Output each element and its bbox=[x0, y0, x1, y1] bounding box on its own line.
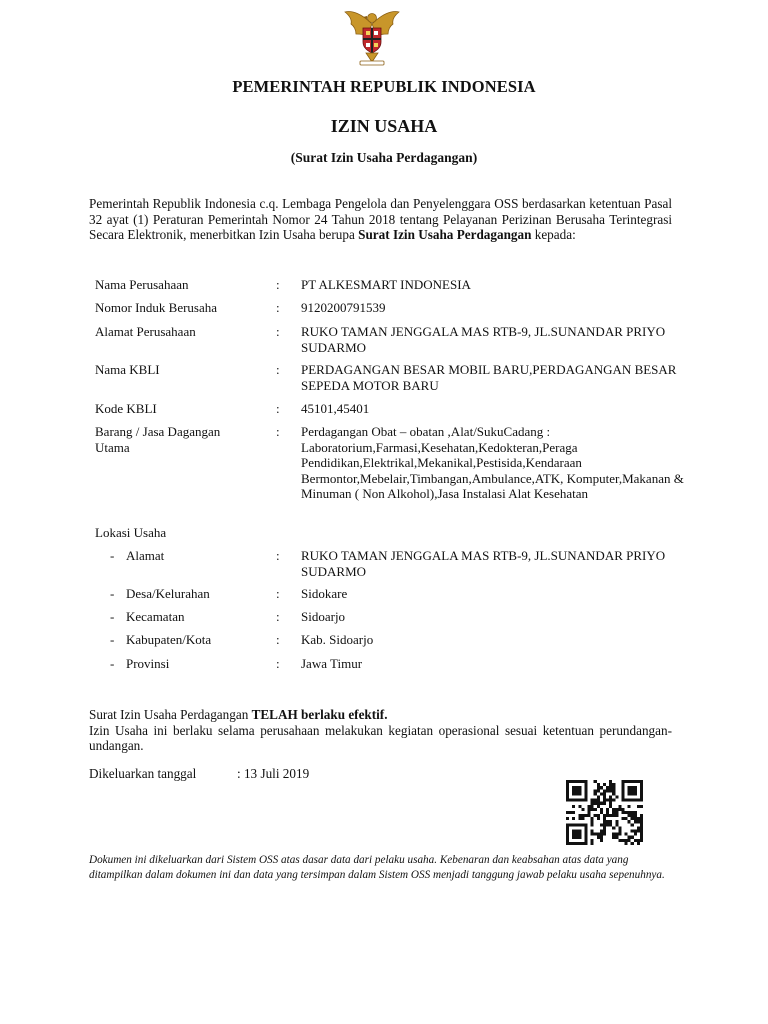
field-label: Nama KBLI bbox=[95, 362, 160, 377]
location-value: Jawa Timur bbox=[301, 656, 363, 671]
field-label: Nama Perusahaan bbox=[95, 277, 189, 292]
field-label: Kode KBLI bbox=[95, 401, 157, 416]
field-label: Alamat Perusahaan bbox=[95, 324, 196, 339]
location-label: - Kecamatan bbox=[110, 609, 185, 624]
field-separator: : bbox=[276, 362, 280, 377]
field-separator: : bbox=[276, 424, 280, 439]
document-subtitle: (Surat Izin Usaha Perdagangan) bbox=[290, 150, 478, 165]
field-value: PT ALKESMART INDONESIA bbox=[301, 277, 471, 292]
issue-date-label: Dikeluarkan tanggal bbox=[89, 766, 197, 781]
issue-date-value: : 13 Juli 2019 bbox=[237, 766, 310, 781]
field-separator: : bbox=[276, 609, 280, 624]
government-heading: PEMERINTAH REPUBLIK INDONESIA bbox=[232, 77, 536, 96]
field-separator: : bbox=[276, 548, 280, 563]
business-location-heading: Lokasi Usaha bbox=[95, 525, 167, 540]
field-value: RUKO TAMAN JENGGALA MAS RTB-9, JL.SUNANDAR PRIYO SUDARMO bbox=[301, 324, 666, 355]
location-label: - Desa/Kelurahan bbox=[110, 586, 210, 601]
field-separator: : bbox=[276, 324, 280, 339]
field-separator: : bbox=[276, 401, 280, 416]
garuda-emblem-icon bbox=[340, 4, 404, 68]
location-value: Kab. Sidoarjo bbox=[301, 632, 374, 647]
location-value: Sidokare bbox=[301, 586, 348, 601]
field-separator: : bbox=[276, 277, 280, 292]
field-value: 45101,45401 bbox=[301, 401, 370, 416]
location-label: - Kabupaten/Kota bbox=[110, 632, 212, 647]
field-separator: : bbox=[276, 632, 280, 647]
field-label: Nomor Induk Berusaha bbox=[95, 300, 218, 315]
field-separator: : bbox=[276, 586, 280, 601]
location-label: - Alamat bbox=[110, 548, 165, 563]
field-value: 9120200791539 bbox=[301, 300, 386, 315]
disclaimer-text: Dokumen ini dikeluarkan dari Sistem OSS atas dasar data dari pelaku usaha. Kebenaran dan keabsahan atas data yang ditampilkan dalam dokumen ini dan data yang tersimpan dalam Sistem OSS menjadi tanggung jawab pelaku usaha sepenuhnya. bbox=[89, 854, 665, 881]
field-separator: : bbox=[276, 656, 280, 671]
effective-status: TELAH berlaku efektif. bbox=[251, 707, 388, 722]
location-value: RUKO TAMAN JENGGALA MAS RTB-9, JL.SUNANDAR PRIYO SUDARMO bbox=[301, 548, 666, 579]
qr-code-icon bbox=[566, 780, 643, 845]
issue-date bbox=[89, 766, 310, 782]
field-value: Perdagangan Obat – obatan ,Alat/SukuCadang : Laboratorium,Farmasi,Kesehatan,Kedokteran,Peraga Pendidikan,Elektrikal,Mekanikal,Pestisida,Kendaraan Bermontor,Mebelair,Timbangan,Ambulance,ATK, Komputer,Makanan & Minuman ( Non Alkohol),Jasa Instalasi Alat Kesehatan bbox=[301, 424, 684, 501]
field-label: Barang / Jasa Dagangan Utama bbox=[95, 424, 221, 455]
document-title: IZIN USAHA bbox=[330, 116, 438, 136]
location-label: - Provinsi bbox=[110, 656, 170, 671]
location-value: Sidoarjo bbox=[301, 609, 346, 624]
intro-paragraph: Pemerintah Republik Indonesia c.q. Lembaga Pengelola dan Penyelenggara OSS berdasarkan ketentuan Pasal 32 ayat (1) Peraturan Pemerintah Nomor 24 Tahun 2018 tentang Pelayanan Perizinan Berusaha Terintegrasi Secara Elektronik, menerbitkan Izin Usaha berupa Surat Izin Usaha Perdagangan kepada: bbox=[89, 196, 672, 243]
field-separator: : bbox=[276, 300, 280, 315]
validity-statement: Surat Izin Usaha Perdagangan TELAH berlaku efektif. Izin Usaha ini berlaku selama perusahaan melakukan kegiatan operasional sesuai ketentuan perundangan-undangan. bbox=[89, 707, 672, 754]
field-value: PERDAGANGAN BESAR MOBIL BARU,PERDAGANGAN BESAR SEPEDA MOTOR BARU bbox=[301, 362, 677, 393]
